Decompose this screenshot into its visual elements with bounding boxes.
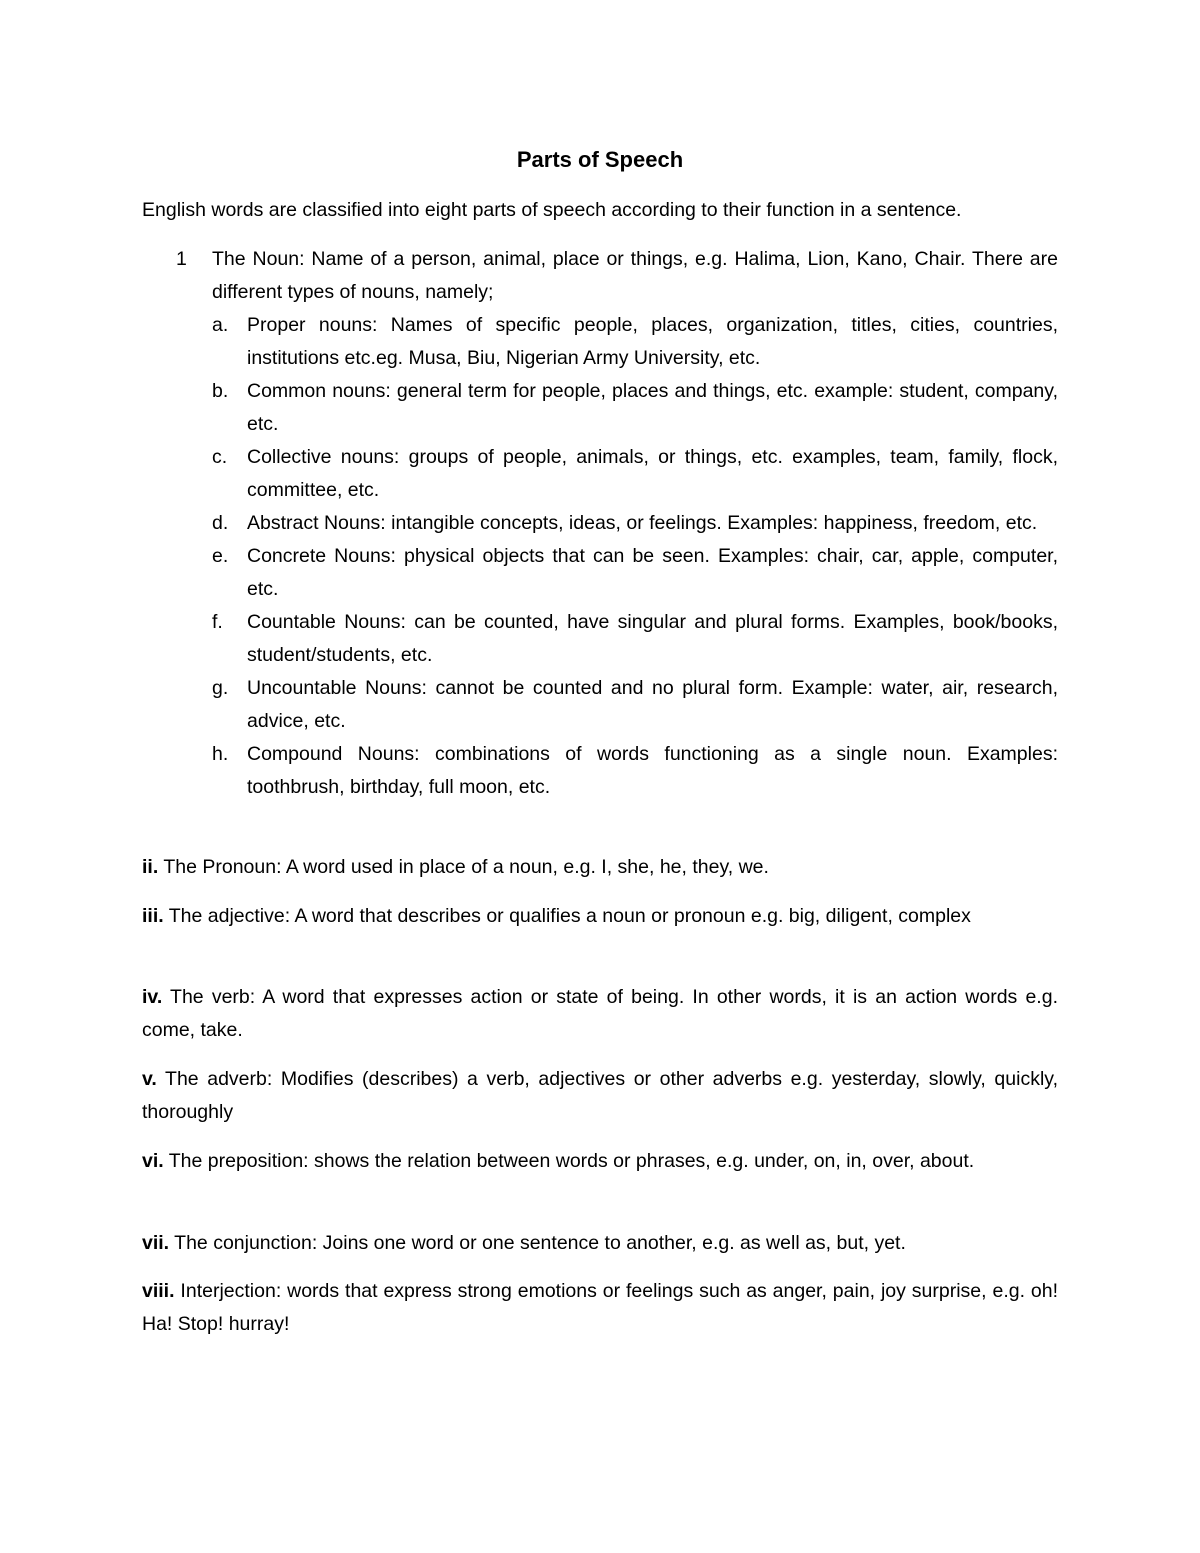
intro-paragraph: English words are classified into eight parts of speech according to their function in a sentence. (142, 199, 962, 221)
part-text: The adjective: A word that describes or qualifies a noun or pronoun e.g. big, diligent, complex (163, 905, 971, 927)
part-label: viii. (142, 1280, 175, 1302)
part-text: Interjection: words that express strong emotions or feelings such as anger, pain, joy surprise, e.g. oh! Ha! Stop! hurray! (142, 1280, 1058, 1335)
list-item-letter: c. (212, 446, 228, 468)
part-text: The conjunction: Joins one word or one sentence to another, e.g. as well as, but, yet. (169, 1232, 906, 1254)
noun-section (176, 243, 1058, 309)
part-text: The Pronoun: A word used in place of a noun, e.g. I, she, he, they, we. (158, 856, 769, 878)
list-item-letter: e. (212, 545, 229, 567)
part-text: The preposition: shows the relation between words or phrases, e.g. under, on, in, over, about. (163, 1150, 975, 1172)
list-item (212, 507, 1058, 540)
part-text: The adverb: Modifies (describes) a verb, adjectives or other adverbs e.g. yesterday, slowly, quickly, thoroughly (142, 1068, 1058, 1123)
list-item-text: Concrete Nouns: physical objects that can be seen. Examples: chair, car, apple, computer, etc. (247, 545, 1058, 600)
verb-paragraph (142, 981, 1058, 1047)
list-item-letter: h. (212, 743, 229, 765)
list-item-text: Uncountable Nouns: cannot be counted and no plural form. Example: water, air, research, advice, etc. (247, 677, 1058, 732)
part-label: vi. (142, 1150, 164, 1172)
part-label: iv. (142, 986, 163, 1008)
list-item-letter: b. (212, 380, 229, 402)
list-item (212, 309, 1058, 375)
part-text: The verb: A word that expresses action or state of being. In other words, it is an action words e.g. come, take. (142, 986, 1058, 1041)
list-item-text: Collective nouns: groups of people, animals, or things, etc. examples, team, family, flock, committee, etc. (247, 446, 1058, 501)
conjunction-paragraph (142, 1227, 1058, 1260)
list-item (212, 672, 1058, 738)
preposition-paragraph (142, 1145, 1058, 1178)
adjective-paragraph (142, 900, 1058, 933)
pronoun-paragraph (142, 851, 1058, 884)
part-label: vii. (142, 1232, 170, 1254)
interjection-paragraph (142, 1275, 1058, 1341)
list-item-text: Compound Nouns: combinations of words functioning as a single noun. Examples: toothbrush, birthday, full moon, etc. (247, 743, 1058, 798)
list-item-letter: g. (212, 677, 229, 699)
list-item-text: Common nouns: general term for people, places and things, etc. example: student, company, etc. (247, 380, 1058, 435)
adverb-paragraph (142, 1063, 1058, 1129)
list-item-text: Abstract Nouns: intangible concepts, ideas, or feelings. Examples: happiness, freedom, etc. (247, 512, 1038, 534)
list-item (212, 375, 1058, 441)
list-item-letter: a. (212, 314, 229, 336)
noun-definition: The Noun: Name of a person, animal, place or things, e.g. Halima, Lion, Kano, Chair. There are different types of nouns, namely; (212, 248, 1058, 303)
page-title: Parts of Speech (516, 147, 684, 172)
list-item (212, 606, 1058, 672)
noun-number: 1 (176, 248, 187, 270)
list-item (212, 738, 1058, 804)
list-item-letter: f. (212, 611, 223, 633)
list-item-text: Proper nouns: Names of specific people, places, organization, titles, cities, countries, institutions etc.eg. Musa, Biu, Nigerian Army University, etc. (247, 314, 1058, 369)
list-item-text: Countable Nouns: can be counted, have singular and plural forms. Examples, book/books, student/students, etc. (247, 611, 1058, 666)
part-label: iii. (142, 905, 164, 927)
part-label: ii. (142, 856, 159, 878)
list-item (212, 441, 1058, 507)
list-item (212, 540, 1058, 606)
list-item-letter: d. (212, 512, 229, 534)
part-label: v. (142, 1068, 157, 1090)
noun-types-list (212, 309, 1058, 804)
